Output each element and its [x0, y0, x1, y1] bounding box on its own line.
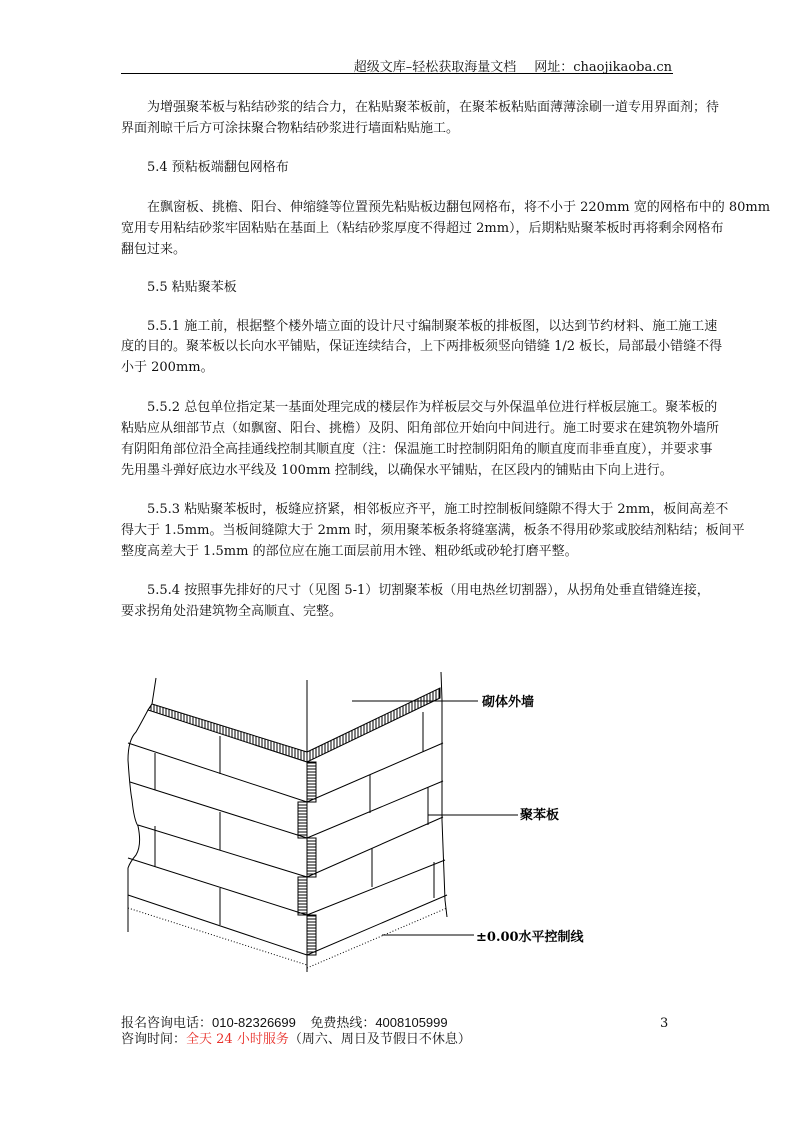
paragraph-line: 有阴阳角部位沿全高挂通线控制其顺直度（注：保温施工时控制阴阳角的顺直度而非垂直度），并要求事: [121, 442, 713, 457]
section-heading: 5.5 粘贴聚苯板: [147, 280, 237, 295]
header-url: 网址：chaojikaoba.cn: [534, 60, 672, 75]
paragraph-line: 翻包过来。: [121, 242, 187, 257]
paragraph-line: 5.5.2 总包单位指定某一基面处理完成的楼层作为样板层交与外保温单位进行样板层施工。聚苯板的: [147, 400, 718, 415]
paragraph-line: 在飘窗板、挑檐、阳台、伸缩缝等位置预先粘贴板边翻包网格布，将不小于 220mm 宽的网格布中的 80mm: [147, 200, 771, 215]
footer-hours-highlight: 全天 24 小时服务: [186, 1032, 289, 1047]
wall-drawing: [128, 672, 518, 972]
paragraph-line: 小于 200mm。: [121, 360, 214, 375]
paragraph-line: 5.5.4 按照事先排好的尺寸（见图 5-1）切割聚苯板（用电热丝切割器），从拐角处垂直错缝连接，: [147, 583, 710, 598]
footer-phone: 报名咨询电话：010-82326699: [121, 1015, 296, 1030]
label-control-line: ±0.00水平控制线: [476, 930, 584, 945]
paragraph-line: 5.5.3 粘贴聚苯板时，板缝应挤紧，相邻板应齐平，施工时控制板间缝隙不得大于 2mm，板间高差不: [147, 502, 729, 517]
paragraph-line: 得大于 1.5mm。当板间缝隙大于 2mm 时，须用聚苯板条将缝塞满，板条不得用砂浆或胶结剂粘结；板间平: [121, 523, 745, 538]
header-site: 超级文库–轻松获取海量文档: [353, 60, 517, 75]
paragraph-line: 宽用专用粘结砂浆牢固粘贴在基面上（粘结砂浆厚度不得超过 2mm），后期粘贴聚苯板时再将剩余网格布: [121, 221, 724, 236]
paragraph-line: 粘贴应从细部节点（如飘窗、阳台、挑檐）及阴、阳角部位开始向中间进行。施工时要求在建筑物外墙所: [121, 421, 720, 436]
paragraph-line: 先用墨斗弹好底边水平线及 100mm 控制线，以确保水平铺贴，在区段内的铺贴由下向上进行。: [121, 463, 673, 478]
footer-hotline: 免费热线：4008105999: [310, 1015, 448, 1030]
label-masonry-wall: 砌体外墙: [482, 695, 535, 710]
section-heading: 5.4 预粘板端翻包网格布: [147, 160, 289, 175]
paragraph-line: 为增强聚苯板与粘结砂浆的结合力，在粘贴聚苯板前，在聚苯板粘贴面薄薄涂刷一道专用界面剂；待: [147, 100, 720, 115]
footer-hours-label: 咨询时间：: [121, 1032, 187, 1047]
paragraph-line: 5.5.1 施工前，根据整个楼外墙立面的设计尺寸编制聚苯板的排板图，以达到节约材料、施工施工速: [147, 319, 718, 334]
footer-hours-note: （周六、周日及节假日不休息）: [288, 1032, 471, 1047]
paragraph-line: 界面剂晾干后方可涂抹聚合物粘结砂浆进行墙面粘贴施工。: [121, 121, 460, 136]
paragraph-line: 度的目的。聚苯板以长向水平铺贴，保证连续结合，上下两排板须竖向错缝 1/2 板长，局部最小错缝不得: [121, 339, 723, 354]
paragraph-line: 要求拐角处沿建筑物全高顺直、完整。: [121, 604, 343, 619]
paragraph-line: 整度高差大于 1.5mm 的部位应在施工面层前用木锉、粗砂纸或砂轮打磨平整。: [121, 544, 578, 559]
footer-hours: [121, 1028, 471, 1047]
label-eps-board: 聚苯板: [520, 808, 560, 823]
page-number: 3: [660, 1016, 669, 1031]
